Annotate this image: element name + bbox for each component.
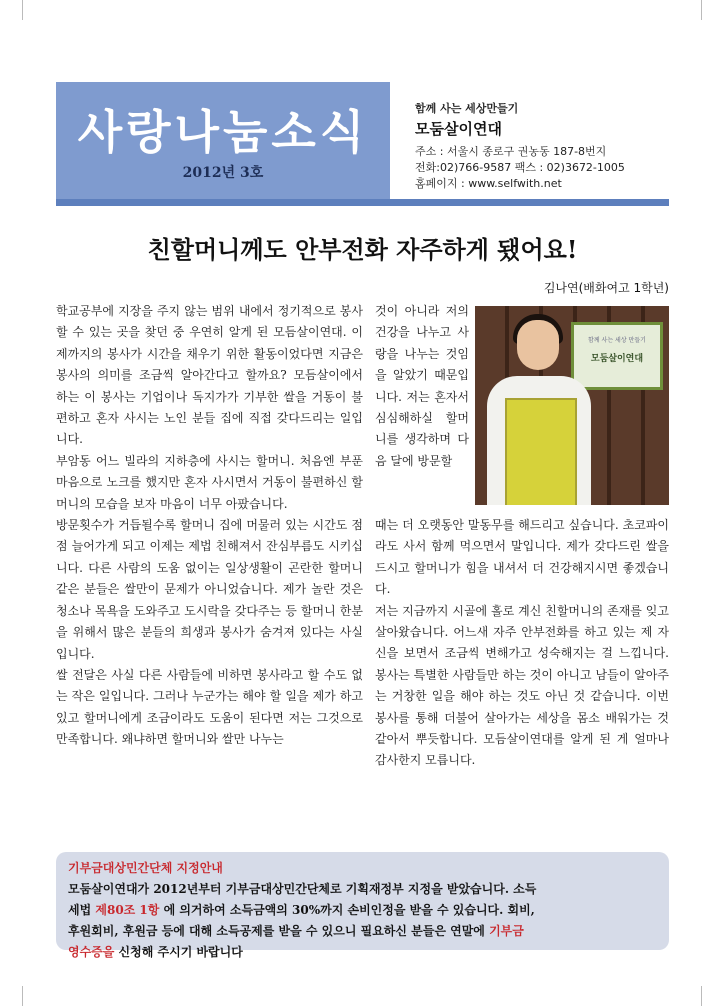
notice-line [68, 921, 658, 942]
notice-text [68, 858, 658, 963]
header-rule [56, 199, 669, 206]
org-contact-info [415, 144, 625, 192]
article-column-left [56, 301, 363, 751]
notice-highlight: 영수증을 [68, 945, 115, 959]
sign-slogan: 함께 사는 세상 만들기 [588, 337, 646, 344]
newsletter-title: 사랑나눔소식 [77, 105, 369, 159]
organization-header [415, 100, 518, 139]
paragraph: 쌀 전달은 사실 다른 사람들에 비하면 봉사라고 할 수도 없는 작은 일입니다. 그러나 누군가는 해야 할 일을 제가 하고 있고 할머니에게 조금이라도 도움이 된다면 저는 그것으로 만족합니다. 왜냐하면 할머니와 쌀만 나누는 [56, 667, 363, 747]
crop-mark [701, 986, 703, 1006]
volunteer-photo [475, 306, 669, 505]
org-name: 모둠살이연대 [415, 120, 502, 138]
paragraph: 저는 지금까지 시골에 홀로 계신 친할머니의 존재를 잊고 살아왔습니다. 어느새 자주 안부전화를 하고 있는 제 자신을 보면서 조금씩 변해가고 성숙해지는 걸 느낍니다. 봉사는 특별한 사람들만 하는 것이 아니고 남들이 알아주는 거창한 일을 해야 하는 것도 아닌 것 같습니다. 이번 봉사를 통해 더불어 살아가는 세상을 몸소 배워가는 것 같아서 뿌듯합니다. 모듬살이연대를 알게 된 게 얼마나 감사한지 모릅니다. [375, 603, 669, 768]
photo-rice-bag [505, 398, 577, 505]
notice-highlight: 제80조 1항 [95, 903, 160, 917]
newsletter-banner [56, 82, 390, 200]
notice-highlight: 기부금 [489, 924, 524, 938]
crop-mark [701, 0, 703, 20]
notice-title [68, 858, 658, 879]
notice-span: 에 의거하여 소득금액의 30%까지 손비인정을 받을 수 있습니다. 회비, [159, 903, 535, 917]
notice-title-b: 지정안내 [176, 861, 223, 875]
notice-line: 모둠살이연대가 2012년부터 기부금대상민간단체로 기획재정부 지정을 받았습니다. 소득 [68, 882, 537, 896]
org-homepage: 홈페이지 : www.selfwith.net [415, 177, 562, 190]
notice-span: 세법 [68, 903, 96, 917]
notice-span: 신청해 주시기 바랍니다 [114, 945, 243, 959]
notice-line [68, 900, 658, 921]
paragraph: 것이 아니라 저의 건강을 나누고 사랑을 나누는 것임을 알았기 때문입니다. 저는 혼자서 심심해하실 할머니를 생각하며 다음 달에 방문할 [375, 304, 469, 468]
article-column-right-narrow [375, 301, 469, 472]
org-phone: 전화:02)766-9587 팩스 : 02)3672-1005 [415, 161, 625, 174]
paragraph: 때는 더 오랫동안 말동무를 해드리고 싶습니다. 초코파이라도 사서 함께 먹으면서 말입니다. 제가 갖다드린 쌀을 드시고 할머니가 힘을 내셔서 더 건강해지시면 좋겠습니다. [375, 518, 669, 597]
photo-person-face [517, 320, 559, 370]
photo-organization-sign [571, 322, 663, 390]
article-column-right [375, 515, 669, 772]
notice-span: 후원회비, 후원금 등에 대해 소득공제를 받을 수 있으니 필요하신 분들은 연말에 [68, 924, 490, 938]
paragraph: 방문횟수가 거듭될수록 할머니 집에 머물러 있는 시간도 점점 늘어가게 되고 이제는 제법 친해져서 잔심부름도 시키십니다. 다른 사람의 도움 없이는 일상생활이 곤란한 할머니 같은 분들은 쌀만이 문제가 아니었습니다. 제가 놀란 것은 청소나 목욕을 도와주고 도시락을 갖다주는 등 할머니 한분을 위해서 많은 분들의 희생과 봉사가 숨겨져 있다는 사실입니다. [56, 518, 363, 661]
notice-line [68, 942, 658, 963]
crop-mark [22, 986, 24, 1006]
paragraph: 부암동 어느 빌라의 지하층에 사시는 할머니. 처음엔 부푼 마음으로 노크를 했지만 혼자 사시면서 거동이 불편하신 할머니의 모습을 보자 마음이 너무 아팠습니다. [56, 453, 363, 511]
org-slogan: 함께 사는 세상만들기 [415, 102, 519, 115]
article-headline: 친할머니께도 안부전화 자주하게 됐어요! [147, 235, 578, 264]
paragraph: 학교공부에 지장을 주지 않는 범위 내에서 정기적으로 봉사할 수 있는 곳을 찾던 중 우연히 알게 된 모듬살이연대. 이제까지의 봉사가 시간을 채우기 위한 활동이었다면 지금은 봉사의 의미를 조금씩 알아간다고 할까요? 모듬살이에서 하는 이 봉사는 기업이나 독지가가 기부한 쌀을 거동이 불편하고 혼자 사시는 노인 분들 집에 직접 갖다드리는 일입니다. [56, 304, 363, 447]
donation-notice-box [56, 852, 669, 959]
article-byline: 김나연(배화여고 1학년) [543, 281, 669, 295]
notice-title-a: 기부금대상민간단체 [68, 861, 177, 875]
issue-number: 2012년 3호 [182, 165, 264, 181]
org-address: 주소 : 서울시 종로구 권농동 187-8번지 [415, 145, 607, 158]
crop-mark [22, 0, 24, 20]
sign-name: 모둠살이연대 [590, 354, 644, 364]
